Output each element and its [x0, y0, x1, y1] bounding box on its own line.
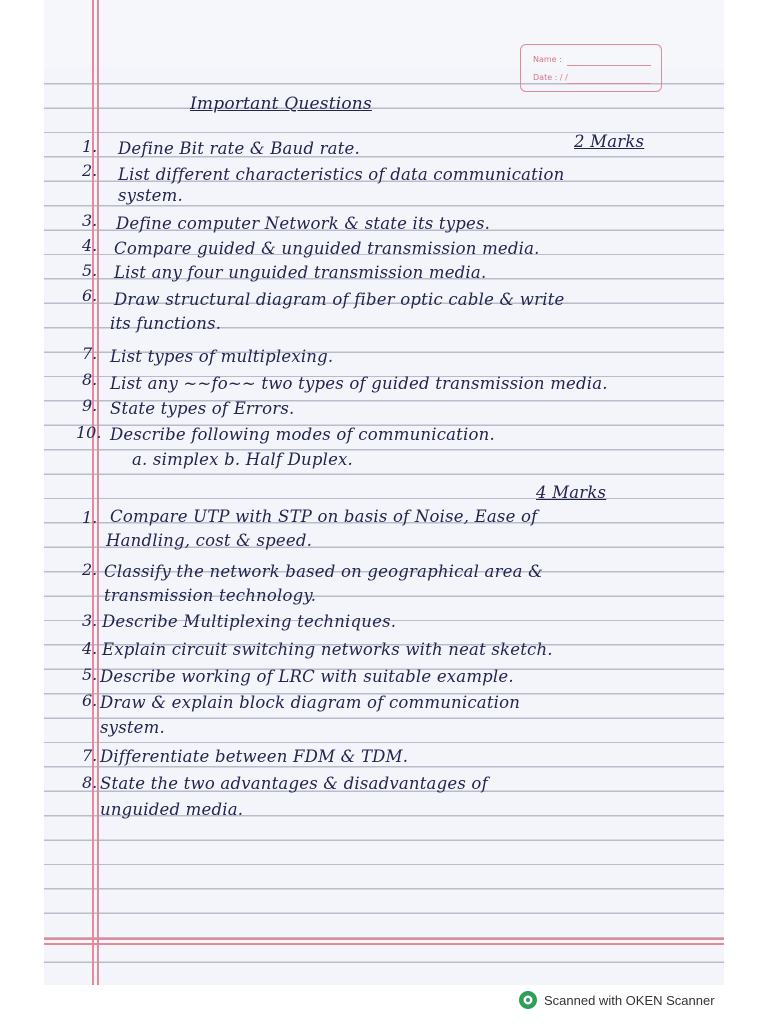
q2-6-line-1: Draw structural diagram of fiber optic cable & write: [114, 290, 565, 309]
q4-6-line-2: system.: [100, 718, 165, 737]
q2-7-line-1: List types of multiplexing.: [110, 347, 334, 366]
q4-num-5: 5.: [82, 665, 98, 684]
q2-num-9: 9.: [82, 396, 98, 415]
name-line: [567, 65, 651, 66]
scanner-footer-text: Scanned with OKEN Scanner: [544, 992, 715, 1008]
q4-num-3: 3.: [82, 611, 98, 630]
q2-num-8: 8.: [82, 370, 98, 389]
q2-6-line-2: its functions.: [110, 314, 222, 333]
q4-num-6: 6.: [82, 691, 98, 710]
q2-num-6: 6.: [82, 286, 98, 305]
scanner-footer: [518, 988, 715, 1012]
q2-9-line-1: State types of Errors.: [110, 399, 295, 418]
oken-scanner-logo-icon: [518, 990, 538, 1010]
q4-num-1: 1.: [82, 508, 98, 527]
q4-num-7: 7.: [82, 746, 98, 765]
margin-line-left-2: [97, 0, 99, 985]
q4-8-line-1: State the two advantages & disadvantages of: [100, 774, 488, 793]
q4-6-line-1: Draw & explain block diagram of communication: [100, 693, 521, 712]
q2-num-7: 7.: [82, 344, 98, 363]
q4-2-line-1: Classify the network based on geographical area &: [104, 562, 544, 581]
bottom-margin-line-1: [44, 938, 724, 940]
date-line: [567, 83, 651, 84]
name-date-box: [520, 44, 662, 92]
q4-1-line-2: Handling, cost & speed.: [106, 531, 313, 550]
name-label: Name :: [533, 55, 562, 64]
notebook-page: [44, 0, 724, 985]
q4-num-2: 2.: [82, 560, 98, 579]
q4-8-line-2: unguided media.: [100, 800, 244, 819]
q2-1-line-1: Define Bit rate & Baud rate.: [118, 139, 360, 158]
page-title: Important Questions: [190, 94, 372, 114]
q4-num-8: 8.: [82, 773, 98, 792]
q4-5-line-1: Describe working of LRC with suitable example.: [100, 667, 514, 686]
q2-3-line-1: Define computer Network & state its types.: [116, 214, 491, 233]
section-heading-4-marks: 4 Marks: [536, 483, 607, 502]
section-heading-2-marks: 2 Marks: [574, 132, 645, 151]
q2-10-line-2: a. simplex b. Half Duplex.: [132, 450, 353, 469]
q2-num-4: 4.: [82, 236, 98, 255]
bottom-margin-line-2: [44, 943, 724, 945]
q2-2-line-1: List different characteristics of data communication: [118, 165, 565, 184]
q2-num-3: 3.: [82, 211, 98, 230]
q2-2-line-2: system.: [118, 186, 183, 205]
q2-10-line-1: Describe following modes of communication.: [110, 425, 495, 444]
q4-num-4: 4.: [82, 639, 98, 658]
q4-7-line-1: Differentiate between FDM & TDM.: [100, 747, 409, 766]
q2-4-line-1: Compare guided & unguided transmission media.: [114, 239, 540, 258]
q2-num-2: 2.: [82, 161, 98, 180]
q2-num-1: 1.: [82, 137, 98, 156]
q2-8-line-1: List any ~~fo~~ two types of guided transmission media.: [110, 374, 608, 393]
q2-5-line-1: List any four unguided transmission media.: [114, 263, 487, 282]
q2-num-5: 5.: [82, 261, 98, 280]
q2-num-10: 10.: [76, 423, 102, 442]
q4-4-line-1: Explain circuit switching networks with neat sketch.: [102, 640, 553, 659]
q4-2-line-2: transmission technology.: [104, 586, 317, 605]
q4-3-line-1: Describe Multiplexing techniques.: [102, 612, 397, 631]
q4-1-line-1: Compare UTP with STP on basis of Noise, Ease of: [110, 507, 538, 526]
date-label: Date : / /: [533, 73, 568, 82]
